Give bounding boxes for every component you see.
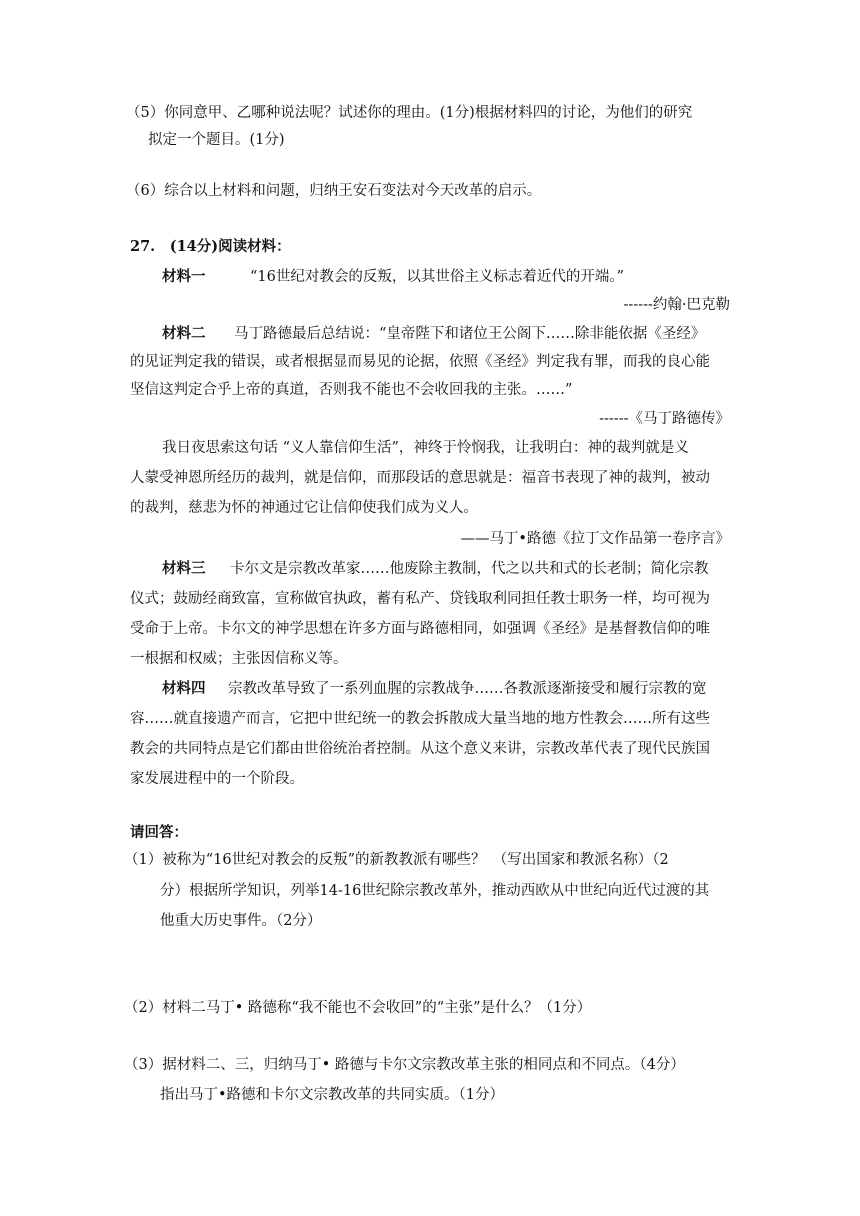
material-3-line4: 一根据和权威；主张因信称义等。 [130, 651, 348, 667]
material-2-line3: 坚信这判定合乎上帝的真道，否则我不能也不会收回我的主张。……” [130, 382, 573, 398]
material-3-line3: 受命于上帝。卡尔文的神学思想在许多方面与路德相同，如强调《圣经》是基督教信仰的唯 [130, 621, 710, 637]
material-2-para2-line2: 人蒙受神恩所经历的裁判，就是信仰，而那段话的意思就是：福音书表现了神的裁判，被动 [130, 470, 710, 486]
q5-line1: （5）你同意甲、乙哪种说法呢？试述你的理由。(1分)根据材料四的讨论，为他们的研究 [126, 105, 693, 121]
material-2-line2: 的见证判定我的错误，或者根据显而易见的论据，依照《圣经》判定我有罪，而我的良心能 [130, 354, 710, 370]
material-4-line2: 容……就直接遗产而言，它把中世纪统一的教会拆散成大量当地的地方性教会……所有这些 [130, 711, 710, 727]
material-3-label: 材料三 [162, 560, 206, 577]
subquestion-1-line3: 他重大历史事件。（2分） [160, 913, 322, 929]
material-2-source: ------《马丁路德传》 [599, 411, 730, 427]
subquestion-2: （2）材料二马丁• 路德称“我不能也不会收回”的“主张”是什么？（1分） [124, 1000, 592, 1016]
subquestion-3-line1: （3）据材料二、三，归纳马丁• 路德与卡尔文宗教改革主张的相同点和不同点。（4分） [124, 1057, 685, 1073]
material-4-line4: 家发展进程中的一个阶段。 [130, 771, 304, 787]
answer-heading: 请回答： [130, 824, 188, 841]
subquestion-1-line1: （1）被称为“16世纪对教会的反叛”的新教教派有哪些？ （写出国家和教派名称）（2 [124, 852, 669, 868]
material-3-line2: 仪式；鼓励经商致富，宣称做官执政，蓄有私产、贷钱取利同担任教士职务一样，均可视为 [130, 591, 710, 607]
material-2-label: 材料二 [162, 325, 206, 342]
material-1-source: ------约翰·巴克勒 [623, 297, 730, 313]
material-1-text: “16世纪对教会的反叛，以其世俗主义标志着近代的开端。” [250, 269, 625, 285]
material-2-line1: 马丁路德最后总结说：“皇帝陛下和诸位王公阁下……除非能依据《圣经》 [234, 326, 706, 342]
material-3-line1: 卡尔文是宗教改革家……他废除主教制，代之以共和式的长老制；简化宗教 [230, 561, 709, 577]
material-4-line3: 教会的共同特点是它们都由世俗统治者控制。从这个意义来讲，宗教改革代表了现代民族国 [130, 741, 710, 757]
material-4-line1: 宗教改革导致了一系列血腥的宗教战争……各教派逐渐接受和履行宗教的宽 [228, 681, 707, 697]
material-1-label: 材料一 [162, 268, 206, 285]
material-4-label: 材料四 [162, 680, 206, 697]
material-2-para2-line1: 我日夜思索这句话 “义人靠信仰生活”，神终于怜悯我，让我明白：神的裁判就是义 [162, 440, 689, 456]
q6-line1: （6）综合以上材料和问题，归纳王安石变法对今天改革的启示。 [126, 183, 542, 199]
subquestion-3-line2: 指出马丁•路德和卡尔文宗教改革的共同实质。（1分） [160, 1087, 505, 1103]
q27-heading: 27. (14分)阅读材料： [130, 238, 291, 255]
material-2-source2: ——马丁•路德《拉丁文作品第一卷序言》 [460, 531, 730, 547]
q5-line2: 拟定一个题目。(1分) [148, 132, 285, 148]
subquestion-1-line2: 分）根据所学知识，列举14-16世纪除宗教改革外，推动西欧从中世纪向近代过渡的其 [160, 883, 710, 899]
material-2-para2-line3: 的裁判，慈悲为怀的神通过它让信仰使我们成为义人。 [130, 500, 478, 516]
